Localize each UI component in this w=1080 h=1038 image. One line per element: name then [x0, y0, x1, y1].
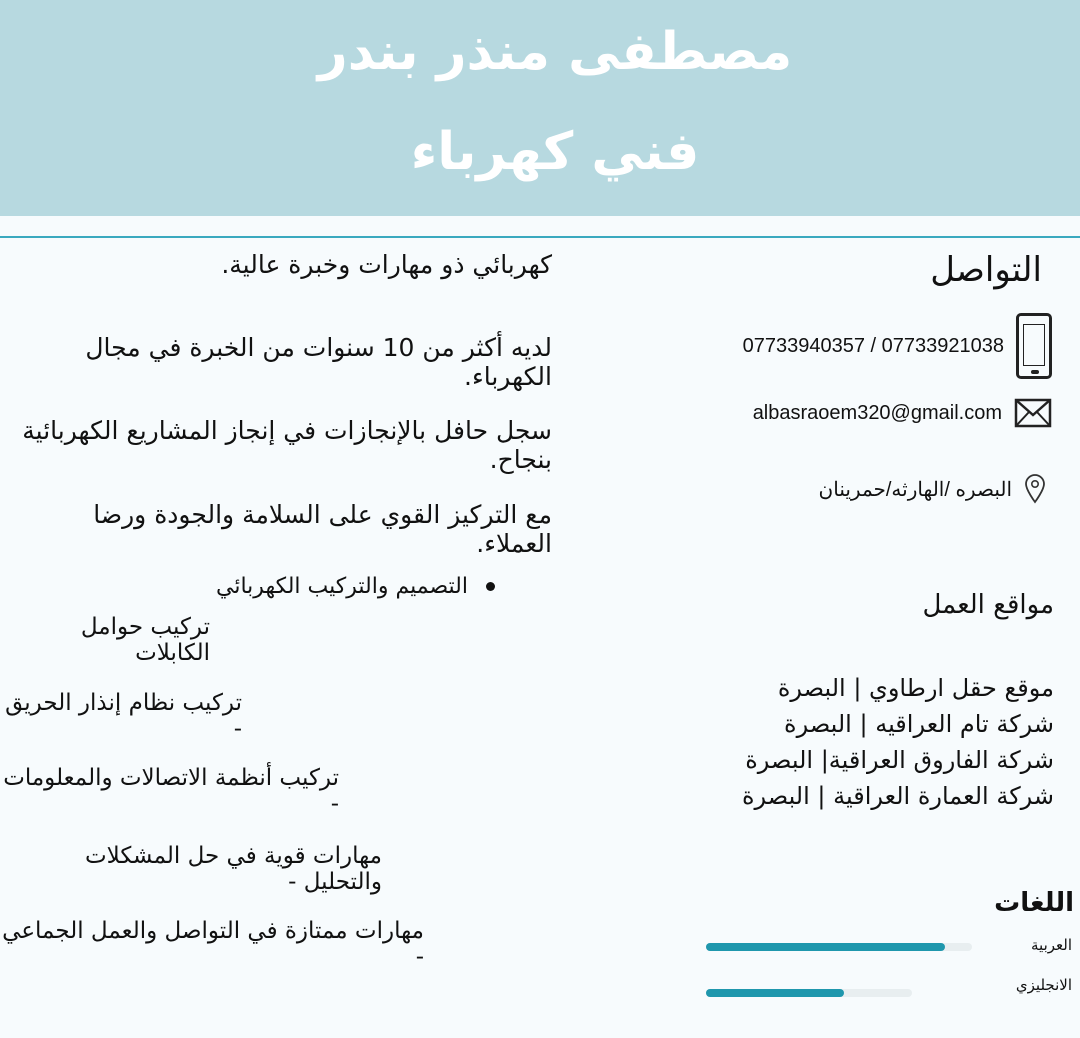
header-banner [0, 0, 1080, 216]
phone-row [743, 313, 1052, 379]
summary-line: مع التركيز القوي على السلامة والجودة ورضا العملاء. [93, 500, 552, 558]
language-label-arabic: العربية [1031, 936, 1072, 954]
skill-item: تركيب أنظمة الاتصالات والمعلومات - [3, 765, 339, 817]
skill-bullet [216, 574, 495, 599]
location-text: البصره /الهارثه/حمرينان [818, 478, 1012, 501]
contact-heading: التواصل [930, 250, 1042, 290]
languages-heading: اللغات [994, 888, 1074, 918]
summary-line: سجل حافل بالإنجازات في إنجاز المشاريع الكهربائية بنجاح. [22, 416, 552, 474]
smartphone-icon [1016, 313, 1052, 379]
email-address[interactable]: albasraoem320@gmail.com [752, 401, 1002, 424]
work-sites-heading: مواقع العمل [922, 590, 1054, 620]
language-bar-fill [706, 989, 844, 997]
language-label-english: الانجليزي [1015, 976, 1072, 994]
map-pin-icon [1024, 474, 1046, 504]
envelope-icon [1014, 398, 1052, 428]
list-item: موقع حقل ارطاوي | البصرة [777, 674, 1054, 702]
phone-number: 07733940357 / 07733921038 [742, 334, 1004, 357]
summary-line: كهربائي ذو مهارات وخبرة عالية. [221, 250, 552, 279]
bullet-dot-icon [486, 582, 495, 591]
skill-bullet-text: التصميم والتركيب الكهربائي [216, 574, 468, 599]
job-title: فني كهرباء [410, 122, 700, 182]
list-item: شركة العمارة العراقية | البصرة [741, 782, 1054, 810]
divider [0, 236, 1080, 238]
skill-item: تركيب حوامل الكابلات [80, 614, 210, 666]
skill-item: مهارات ممتازة في التواصل والعمل الجماعي - [2, 918, 424, 970]
email-row [753, 398, 1052, 428]
location-row [819, 474, 1046, 504]
skill-item: مهارات قوية في حل المشكلات والتحليل - [84, 843, 382, 895]
language-bar-arabic [706, 943, 972, 951]
language-bar-english [706, 989, 912, 997]
list-item: شركة الفاروق العراقية| البصرة [745, 746, 1054, 774]
person-name: مصطفى منذر بندر [317, 22, 793, 82]
list-item: شركة تام العراقيه | البصرة [784, 710, 1054, 738]
language-bar-fill [706, 943, 945, 951]
work-sites-list [714, 670, 1054, 814]
skill-item: تركيب نظام إنذار الحريق - [5, 690, 242, 742]
summary-line: لديه أكثر من 10 سنوات من الخبرة في مجال الكهرباء. [85, 333, 552, 391]
